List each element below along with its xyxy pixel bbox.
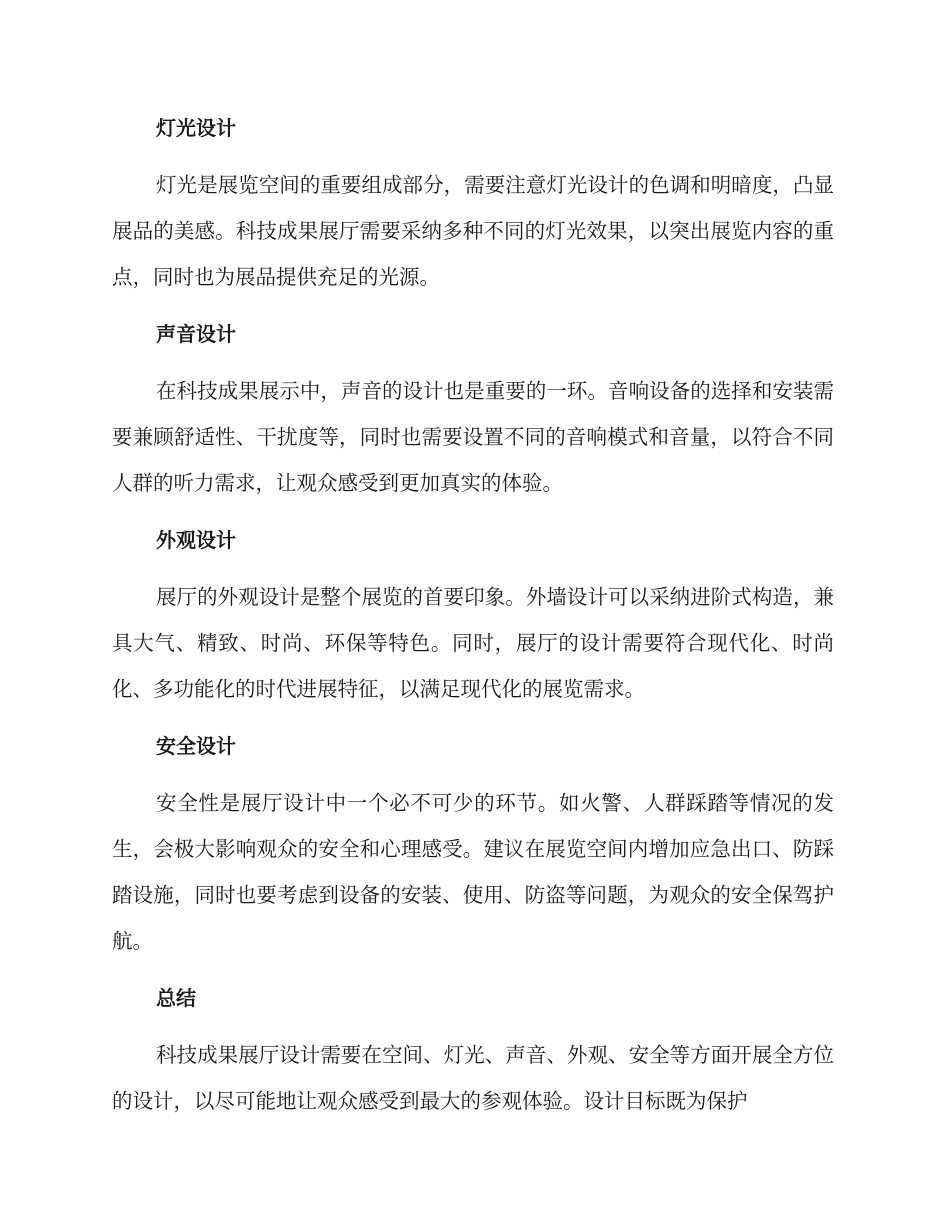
section-heading-exterior: 外观设计 xyxy=(156,528,236,552)
section-body-summary: 科技成果展厅设计需要在空间、灯光、声音、外观、安全等方面开展全方位的设计，以尽可能地让观众感受到最大的参观体验。设计目标既为保护 xyxy=(112,1043,834,1113)
section-heading-safety: 安全设计 xyxy=(156,734,236,758)
section-body-exterior: 展厅的外观设计是整个展览的首要印象。外墙设计可以采纳进阶式构造，兼具大气、精致、时尚、环保等特色。同时，展厅的设计需要符合现代化、时尚化、多功能化的时代进展特征，以满足现代化的展览需求。 xyxy=(112,585,834,701)
section-heading-lighting: 灯光设计 xyxy=(156,116,236,140)
document-page xyxy=(112,110,834,1124)
section-body-safety: 安全性是展厅设计中一个必不可少的环节。如火警、人群踩踏等情况的发生，会极大影响观众的安全和心理感受。建议在展览空间内增加应急出口、防踩踏设施，同时也要考虑到设备的安装、使用、防盗等问题，为观众的安全保驾护航。 xyxy=(112,791,834,953)
section-heading-summary: 总结 xyxy=(156,986,196,1010)
section-heading-sound: 声音设计 xyxy=(156,322,236,346)
section-body-sound: 在科技成果展示中，声音的设计也是重要的一环。音响设备的选择和安装需要兼顾舒适性、干扰度等，同时也需要设置不同的音响模式和音量，以符合不同人群的听力需求，让观众感受到更加真实的体验。 xyxy=(112,379,834,495)
section-body-lighting: 灯光是展览空间的重要组成部分，需要注意灯光设计的色调和明暗度，凸显展品的美感。科技成果展厅需要采纳多种不同的灯光效果，以突出展览内容的重点，同时也为展品提供充足的光源。 xyxy=(112,173,834,289)
